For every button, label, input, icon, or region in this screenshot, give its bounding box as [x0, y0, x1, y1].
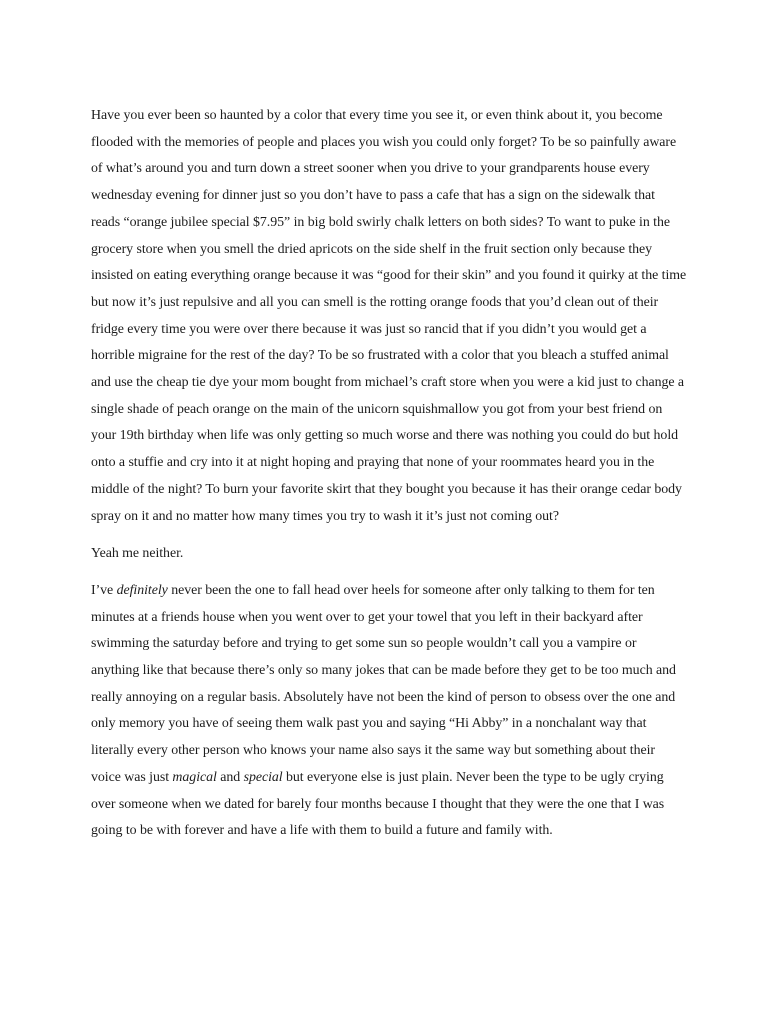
paragraph-3-text: never been the one to fall head over heels for someone after only talking to them for ten minutes at a friends house when you went over to get your towel that you left in their backyard after swimming the saturday before and trying to get some sun so people wouldn’t call you a vampire or anything like that because there’s only so many jokes that can be made before they get to be too much and really annoying on a regular basis. Absolutely have not been the kind of person to obsess over the one and only memory you have of seeing them walk past you and saying “Hi Abby” in a nonchalant way that literally every other person who knows your name also says it the same way but something about their voice was just: [91, 582, 676, 785]
paragraph-1: Have you ever been so haunted by a color that every time you see it, or even think about it, you become flooded with the memories of people and places you wish you could only forget? To be so painfully aware of what’s around you and turn down a street sooner when you drive to your grandparents house every wednesday evening for dinner just so you don’t have to pass a cafe that has a sign on the sidewalk that reads “orange jubilee special $7.95” in big bold swirly chalk letters on both sides? To want to puke in the grocery store when you smell the dried apricots on the side shelf in the fruit section only because they insisted on eating everything orange because it was “good for their skin” and you found it quirky at the time but now it’s just repulsive and all you can smell is the rotting orange foods that you’d clean out of their fridge every time you were over there because it was just so rancid that if you didn’t you would get a horrible migraine for the rest of the day? To be so frustrated with a color that you bleach a stuffed animal and use the cheap tie dye your mom bought from michael’s craft store when you were a kid just to change a single shade of peach orange on the main of the unicorn squishmallow you got from your best friend on your 19th birthday when life was only getting so much worse and there was nothing you could do but hold onto a stuffie and cry into it at night hoping and praying that none of your roommates heard you in the middle of the night? To burn your favorite skirt that they bought you because it has their orange cedar body spray on it and no matter how many times you try to wash it it’s just not coming out?: [91, 108, 687, 524]
paragraph-2: Yeah me neither.: [91, 545, 184, 561]
paragraph-3-text: I’ve: [91, 582, 117, 598]
emphasis-magical: magical: [172, 769, 217, 785]
paragraph-3: [91, 578, 687, 845]
document-body: [91, 103, 687, 855]
paragraph-3-text: but everyone else is just plain. Never been the type to be ugly crying over someone when we dated for barely four months because I thought that they were the one that I was going to be with forever and have a life with them to build a future and family with.: [91, 769, 665, 839]
paragraph-3-text: and: [216, 769, 244, 785]
emphasis-special: special: [243, 769, 283, 785]
emphasis-definitely: definitely: [116, 582, 168, 598]
